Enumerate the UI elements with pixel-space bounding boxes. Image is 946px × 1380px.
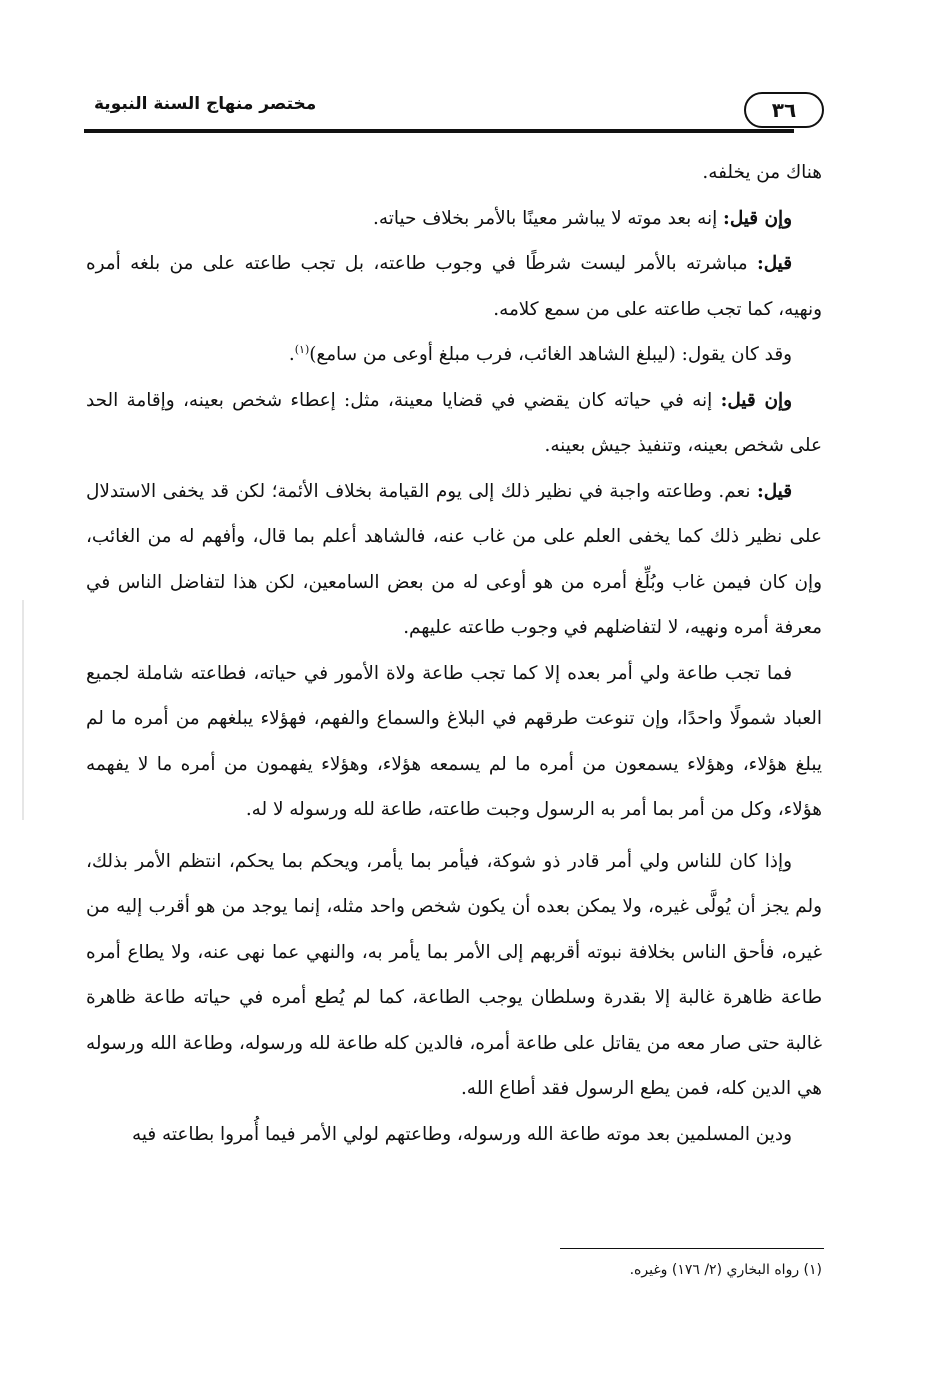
paragraph-6: قيل: نعم. وطاعته واجبة في نظير ذلك إلى يوم القيامة بخلاف الأئمة؛ لكن قد يخفى الاستدلال على نظير ذلك كما يخفى العلم على من غاب عنه، فالشاهد أعلم بما قال، وأفهم له من الغائب، وإن كان فيمن غاب وبُلِّغ أمره من هو أوعى له من بعض السامعين، لكن هذا لتفاضل الناس في معرفة أمره ونهيه، لا لتفاضلهم في وجوب طاعته عليهم. [86, 480, 822, 638]
paragraph-5: وإن قيل: إنه في حياته كان يقضي في قضايا معينة، مثل: إعطاء شخص بعينه، وإقامة الحد على شخص بعينه، وتنفيذ جيش بعينه. [86, 389, 822, 456]
paragraph-lead: وإن قيل: [723, 207, 792, 229]
page-header [84, 88, 824, 132]
paragraph-2: وإن قيل: إنه بعد موته لا يباشر معينًا بالأمر بخلاف حياته. [373, 207, 792, 229]
paragraph-lead: قيل: [756, 253, 792, 274]
footnote-reference[interactable]: (١) [294, 342, 310, 356]
paragraph-1: هناك من يخلفه. [702, 162, 822, 183]
footnote-1: (١) رواه البخاري (٢/ ١٧٦) وغيره. [629, 1262, 822, 1278]
page-number: ٣٦ [744, 92, 824, 128]
book-title: مختصر منهاج السنة النبوية [94, 94, 317, 114]
footnote-divider [560, 1248, 824, 1249]
header-rule [84, 129, 794, 133]
main-text [86, 150, 822, 1157]
paragraph-4: وقد كان يقول: (ليبلغ الشاهد الغائب، فرب مبلغ أوعى من سامع)$^{(١)}$. [288, 342, 792, 365]
paragraph-lead: قيل: [756, 480, 792, 502]
paragraph-9: ودين المسلمين بعد موته طاعة الله ورسوله، وطاعتهم لولي الأمر فيما أُمروا بطاعته فيه [131, 1123, 792, 1145]
paragraph-lead: وإن قيل: [720, 389, 792, 411]
scan-margin-shadow [22, 600, 24, 820]
paragraph-3: قيل: مباشرته بالأمر ليست شرطًا في وجوب طاعته، بل تجب طاعته على من بلغه أمره ونهيه، كما تجب طاعته على من سمع كلامه. [86, 253, 822, 320]
paragraph-8: وإذا كان للناس ولي أمر قادر ذو شوكة، فيأمر بما يأمر، ويحكم بما يحكم، انتظم الأمر بذلك، ولم يجز أن يُولَّى غيره، ولا يمكن بعده أن يكون شخص واحد مثله، إنما يوجد من هو أقرب إليه من غيره، فأحق الناس بخلافة نبوته أقربهم إلى الأمر بما يأمر به، والنهي عما نهى عنه، ولا يطاع أمره طاعة ظاهرة غالبة إلا بقدرة وسلطان يوجب الطاعة، كما لم يُطع أمره في حياته طاعة ظاهرة غالبة حتى صار معه من يقاتل على طاعة أمره، فالدين كله طاعة لله ورسوله، وطاعة الله ورسوله هي الدين كله، فمن يطع الرسول فقد أطاع الله. [86, 850, 822, 1099]
paragraph-7: فما تجب طاعة ولي أمر بعده إلا كما تجب طاعة ولاة الأمور في حياته، فطاعته شاملة لجميع العباد شمولًا واحدًا، وإن تنوعت طرقهم في البلاغ والسماع والفهم، فهؤلاء يبلغهم من أمره ما لم يبلغ هؤلاء، وهؤلاء يسمعون من أمره ما لم يسمعه هؤلاء، وهؤلاء يفهمون من أمره ما لا يفهمه هؤلاء، وكل من أمر بما أمر به الرسول وجبت طاعته، طاعة لله ورسوله لا له. [86, 662, 822, 820]
